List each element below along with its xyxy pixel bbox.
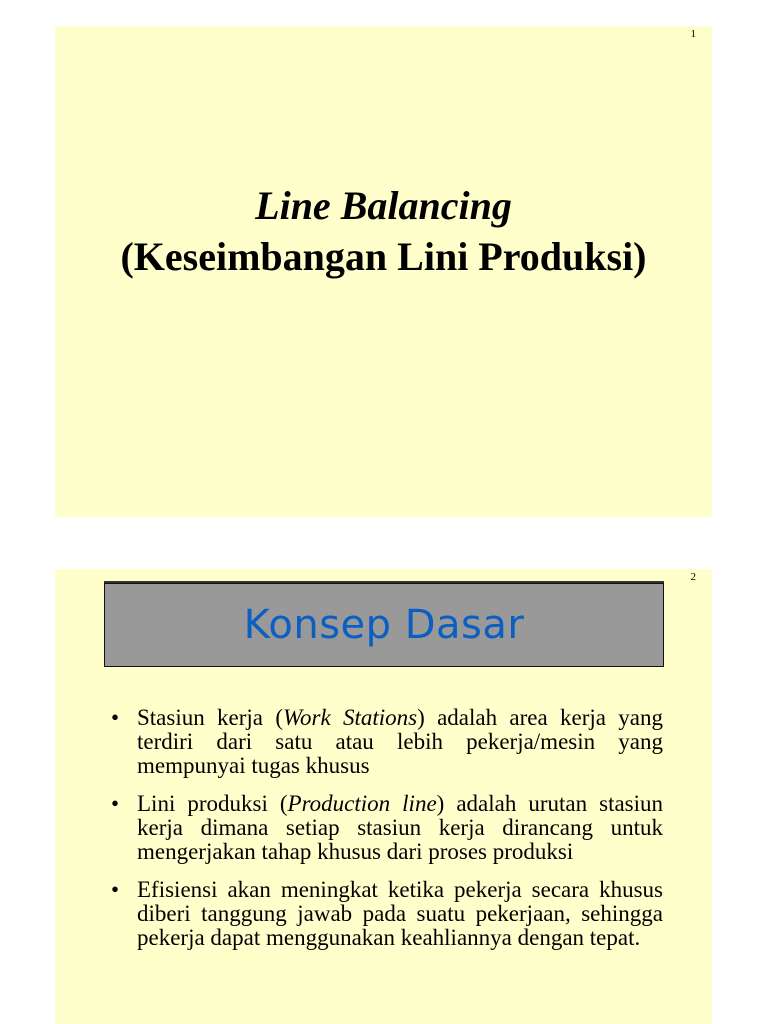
bullet-text: Stasiun kerja (: [137, 705, 283, 730]
bullet-item-efficiency: [107, 878, 663, 950]
slide-number: 2: [690, 571, 696, 583]
slide-title: [55, 181, 712, 283]
bullet-text: Efisiensi akan meningkat ketika pekerja secara khusus diberi tanggung jawab pada suatu pekerjaan, sehingga pekerja dapat menggunakan keahliannya dengan tepat.: [137, 877, 663, 950]
slide-1: [55, 26, 712, 517]
bullet-text: ) adalah urutan stasiun kerja dimana setiap stasiun kerja dirancang untuk mengerjakan tahap khusus dari proses produksi: [137, 791, 664, 864]
bullet-item-production-line: [107, 792, 663, 864]
bullet-text: ) adalah area kerja yang terdiri dari satu atau lebih pekerja/mesin yang mempunyai tugas khusus: [137, 705, 664, 778]
bullet-item-work-stations: [107, 706, 663, 778]
bullet-text: Lini produksi (: [137, 791, 288, 816]
title-main: Line Balancing: [255, 183, 512, 228]
title-subtitle: (Keseimbangan Lini Produksi): [120, 234, 647, 279]
bullet-emphasis: Work Stations: [282, 705, 418, 730]
bullet-list: [107, 706, 663, 964]
section-header-box: [104, 583, 664, 667]
section-header-title: Konsep Dasar: [243, 602, 525, 648]
slide-2: [55, 569, 712, 1024]
slide-number: 1: [690, 28, 696, 40]
bullet-emphasis: Production line: [287, 791, 437, 816]
